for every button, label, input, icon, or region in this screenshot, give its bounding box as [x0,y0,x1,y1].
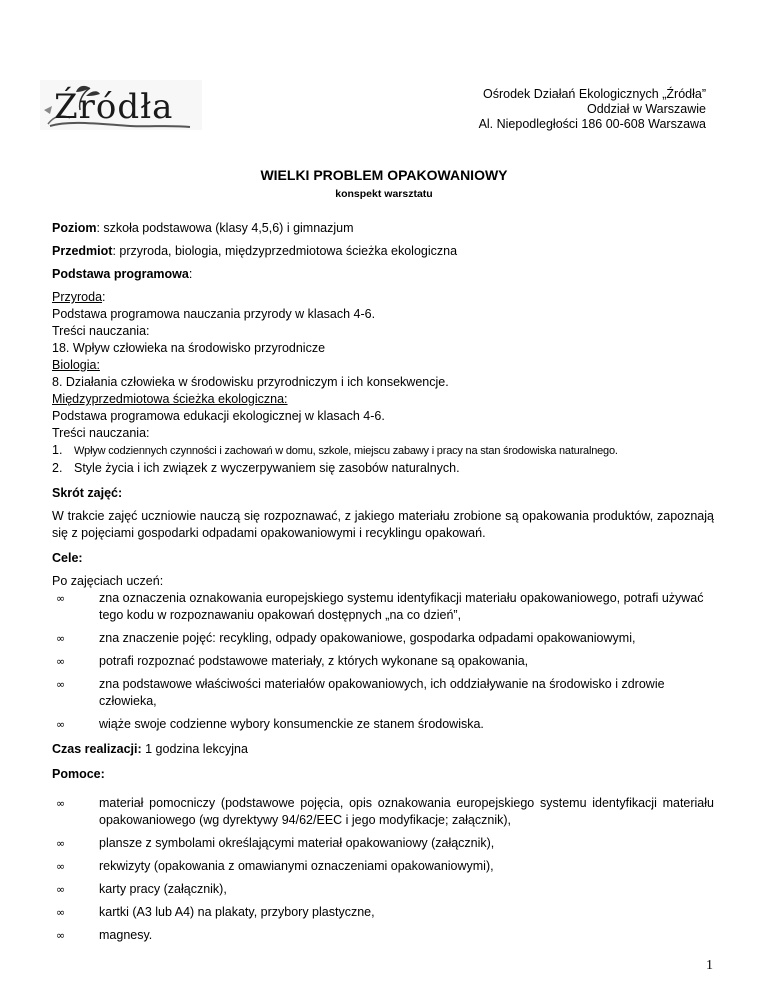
list-item-text: zna podstawowe właściwości materiałów opakowaniowych, ich oddziaływanie na środowisko i zdrowie człowieka, [99,677,665,708]
infinity-bullet-icon: ∞ [56,718,66,731]
biologia-line-1: 8. Działania człowieka w środowisku przyrodniczym i ich konsekwencje. [52,375,449,389]
list-item [52,835,714,852]
sciezka-line-1: Podstawa programowa edukacji ekologicznej w klasach 4-6. [52,409,385,423]
list-item-text: Style życia i ich związek z wyczerpywaniem się zasobów naturalnych. [74,461,460,475]
pomoce-heading: Pomoce: [52,767,105,781]
infinity-bullet-icon: ∞ [56,797,66,810]
list-item [52,716,714,733]
org-branch: Oddział w Warszawie [586,102,706,116]
logo-text: Źródła [54,87,174,127]
list-item [52,460,714,477]
list-item-text: magnesy. [99,928,153,942]
czas-line [52,741,714,758]
infinity-bullet-icon: ∞ [56,632,66,645]
infinity-bullet-icon: ∞ [56,592,66,605]
infinity-bullet-icon: ∞ [56,837,66,850]
tresci-list [52,442,714,477]
skrot-heading: Skrót zajęć: [52,486,123,500]
list-item [52,676,714,710]
infinity-bullet-icon: ∞ [56,929,66,942]
przedmiot-text: : przyroda, biologia, międzyprzedmiotowa ścieżka ekologiczna [112,244,458,258]
document-subtitle: konspekt warsztatu [335,188,433,200]
list-item [52,858,714,875]
biologia-heading: Biologia: [52,358,100,372]
poziom-line [52,220,714,237]
org-address: Al. Niepodległości 186 00-608 Warszawa [478,117,706,131]
list-item-text: potrafi rozpoznać podstawowe materiały, z których wykonane są opakowania, [99,654,529,668]
infinity-bullet-icon: ∞ [56,906,66,919]
list-number: 1. [52,443,63,457]
infinity-bullet-icon: ∞ [56,678,66,691]
przyroda-heading [52,289,714,306]
cele-intro: Po zajęciach uczeń: [52,574,164,588]
cele-heading: Cele: [52,551,83,565]
list-item [52,881,714,898]
list-item [52,795,714,829]
infinity-bullet-icon: ∞ [56,655,66,668]
czas-label: Czas realizacji: [52,742,142,756]
podstawa-heading [52,266,714,283]
document-body [52,220,714,944]
organization-info [479,87,706,132]
list-item [52,590,714,624]
cele-list [52,590,714,733]
pomoce-list [52,795,714,944]
list-item [52,442,714,460]
list-item [52,927,714,944]
list-item-text: rekwizyty (opakowania z omawianymi oznaczeniami opakowaniowymi), [99,859,494,873]
przyroda-colon: : [102,290,106,304]
list-item [52,630,714,647]
poziom-text: : szkoła podstawowa (klasy 4,5,6) i gimnazjum [96,221,354,235]
list-item-text: materiał pomocniczy (podstawowe pojęcia, opis oznakowania europejskiego systemu identyfikacji materiału opakowaniowego (wg dyrektywy 94/62/EEC i jego modyfikacje; załącznik), [99,796,714,827]
podstawa-label: Podstawa programowa [52,267,189,281]
list-item [52,904,714,921]
list-item-text: kartki (A3 lub A4) na plakaty, przybory plastyczne, [99,905,375,919]
przedmiot-line [52,243,714,260]
logo [40,80,202,130]
list-item [52,653,714,670]
list-item-text: wiąże swoje codzienne wybory konsumenckie ze stanem środowiska. [99,717,484,731]
poziom-label: Poziom [52,221,97,235]
list-item-text: karty pracy (załącznik), [99,882,227,896]
przyroda-line-1: Podstawa programowa nauczania przyrody w klasach 4-6. [52,307,376,321]
podstawa-colon: : [188,267,193,281]
sciezka-line-2: Treści nauczania: [52,426,150,440]
czas-text: 1 godzina lekcyjna [141,742,248,756]
przyroda-line-2: Treści nauczania: [52,324,150,338]
list-item-text: zna znaczenie pojęć: recykling, odpady opakowaniowe, gospodarka odpadami opakowaniowymi, [99,631,636,645]
przedmiot-label: Przedmiot [52,244,113,258]
przyroda-line-3: 18. Wpływ człowieka na środowisko przyrodnicze [52,341,326,355]
list-item-text: zna oznaczenia oznakowania europejskiego systemu identyfikacji materiału opakowaniowego, potrafi używać tego kodu w rozpoznawaniu opakowań dostępnych „na co dzień”, [99,591,704,622]
infinity-bullet-icon: ∞ [56,860,66,873]
list-item-text: plansze z symbolami określającymi materiał opakowaniowy (załącznik), [99,836,495,850]
list-item-text: Wpływ codziennych czynności i zachowań w domu, szkole, miejscu zabawy i pracy na stan środowiska naturalnego. [74,445,618,457]
przyroda-label: Przyroda [52,290,103,304]
page-number: 1 [706,958,713,973]
sciezka-heading: Międzyprzedmiotowa ścieżka ekologiczna: [52,392,288,406]
document-title: WIELKI PROBLEM OPAKOWANIOWY [260,167,508,183]
skrot-text: W trakcie zajęć uczniowie nauczą się rozpoznawać, z jakiego materiału zrobione są opakowania produktów, zapoznają się z pojęciami gospodarki odpadami opakowaniowymi i recyklingu opakowań. [52,509,714,540]
list-number: 2. [52,461,63,475]
org-name: Ośrodek Działań Ekologicznych „Źródła” [482,87,706,101]
infinity-bullet-icon: ∞ [56,883,66,896]
